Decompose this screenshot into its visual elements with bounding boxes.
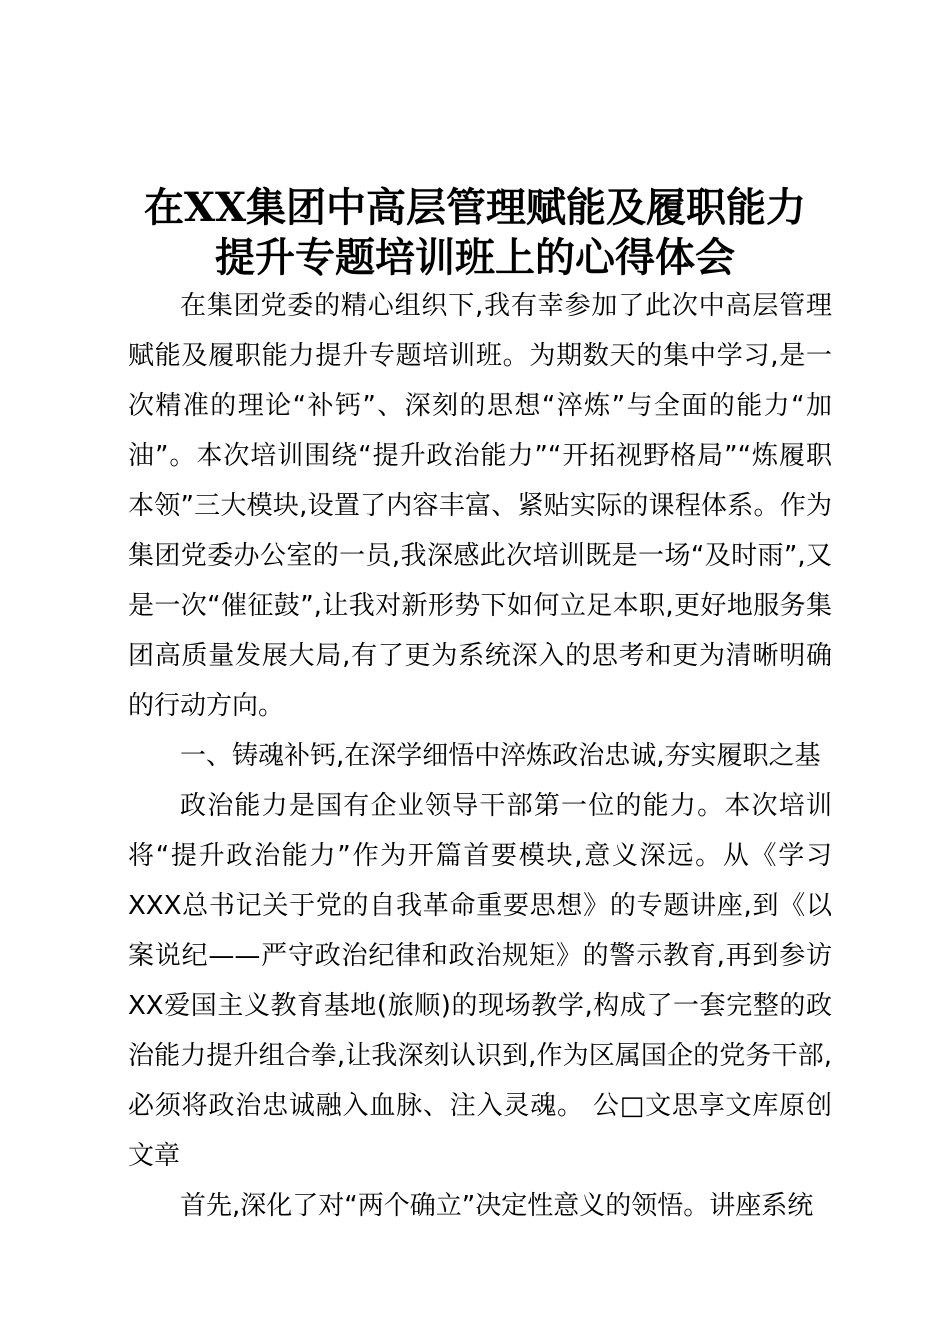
paragraph-political-ability: 政治能力是国有企业领导干部第一位的能力。本次培训将“提升政治能力”作为开篇首要模块,意义深远。从《学习XXX总书记关于党的自我革命重要思想》的专题讲座,到《以案说纪——严守政治纪律和政治规矩》的警示教育,再到参访XX爱国主义教育基地(旅顺)的现场教学,构成了一套完整的政治能力提升组合拳,让我深刻认识到,作为区属国企的党务干部,必须将政治忠诚融入血脉、注入灵魂。 公□文思享文库原创文章 bbox=[128, 791, 832, 1171]
document-body bbox=[128, 281, 832, 1231]
title-line-2: 提升专题培训班上的心得体会 bbox=[215, 234, 735, 281]
paragraph-first-point: 首先,深化了对“两个确立”决定性意义的领悟。讲座系统 bbox=[180, 1191, 814, 1221]
title-line-1: 在XX集团中高层管理赋能及履职能力 bbox=[143, 184, 807, 231]
paragraph-intro: 在集团党委的精心组织下,我有幸参加了此次中高层管理赋能及履职能力提升专题培训班。为期数天的集中学习,是一次精准的理论“补钙”、深刻的思想“淬炼”与全面的能力“加油”。本次培训围绕“提升政治能力”“开拓视野格局”“炼履职本领”三大模块,设置了内容丰富、紧贴实际的课程体系。作为集团党委办公室的一员,我深感此次培训既是一场“及时雨”,又是一次“催征鼓”,让我对新形势下如何立足本职,更好地服务集团高质量发展大局,有了更为系统深入的思考和更为清晰明确的行动方向。 bbox=[128, 291, 832, 721]
document-title bbox=[118, 183, 832, 283]
section-heading-1: 一、铸魂补钙,在深学细悟中淬炼政治忠诚,夯实履职之基 bbox=[180, 741, 821, 771]
